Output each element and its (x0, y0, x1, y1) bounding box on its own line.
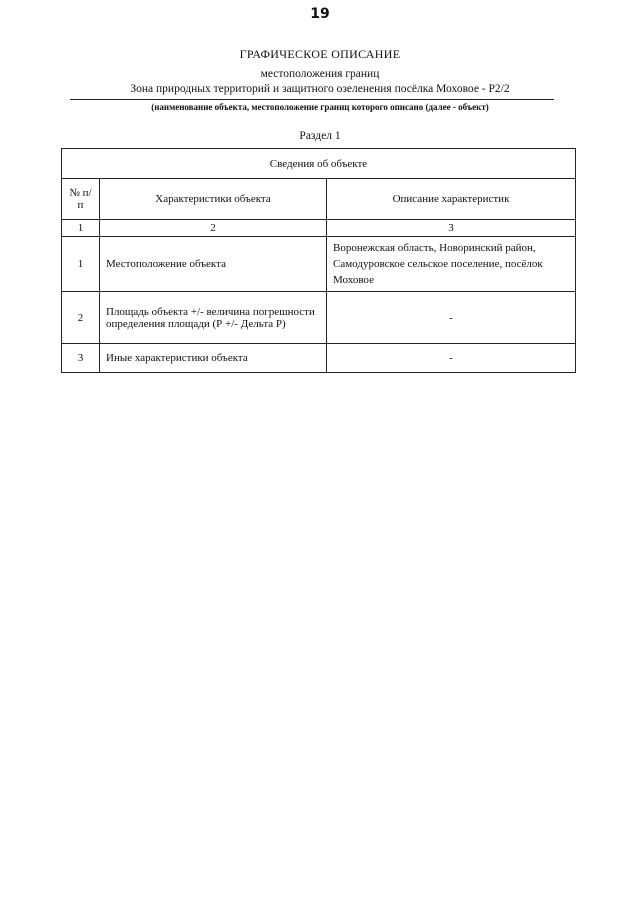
section-label: Раздел 1 (299, 130, 341, 142)
header-characteristics: Характеристики объекта (100, 179, 327, 220)
row-number: 3 (62, 344, 100, 373)
row-description: - (327, 292, 576, 344)
table-row (62, 344, 576, 373)
table-row (62, 292, 576, 344)
document-header (60, 46, 580, 97)
header-number: № п/п (62, 179, 100, 220)
table-row (62, 237, 576, 292)
object-name: Зона природных территорий и защитного озеленения посёлка Моховое - Р2/2 (130, 83, 510, 95)
document-subtitle: местоположения границ (260, 68, 380, 80)
page-number: 19 (310, 6, 330, 22)
table-header-row (62, 179, 576, 220)
table-caption: Сведения об объекте (62, 149, 576, 179)
document-title: ГРАФИЧЕСКОЕ ОПИСАНИЕ (239, 47, 401, 61)
row-number: 2 (62, 292, 100, 344)
header-description: Описание характеристик (327, 179, 576, 220)
row-description: - (327, 344, 576, 373)
object-name-underline (70, 99, 554, 100)
column-number: 2 (100, 220, 327, 237)
object-name-caption: (наименование объекта, местоположение границ которого описано (далее - объект) (151, 102, 489, 112)
row-characteristic: Иные характеристики объекта (100, 344, 327, 373)
column-number: 1 (62, 220, 100, 237)
row-characteristic: Местоположение объекта (100, 237, 327, 292)
column-number-row (62, 220, 576, 237)
object-info-table (61, 148, 576, 373)
row-description: Воронежская область, Новоринский район, Самодуровское сельское поселение, посёлок Моховое (327, 237, 576, 292)
row-number: 1 (62, 237, 100, 292)
row-characteristic: Площадь объекта +/- величина погрешности определения площади (Р +/- Дельта Р) (100, 292, 327, 344)
column-number: 3 (327, 220, 576, 237)
